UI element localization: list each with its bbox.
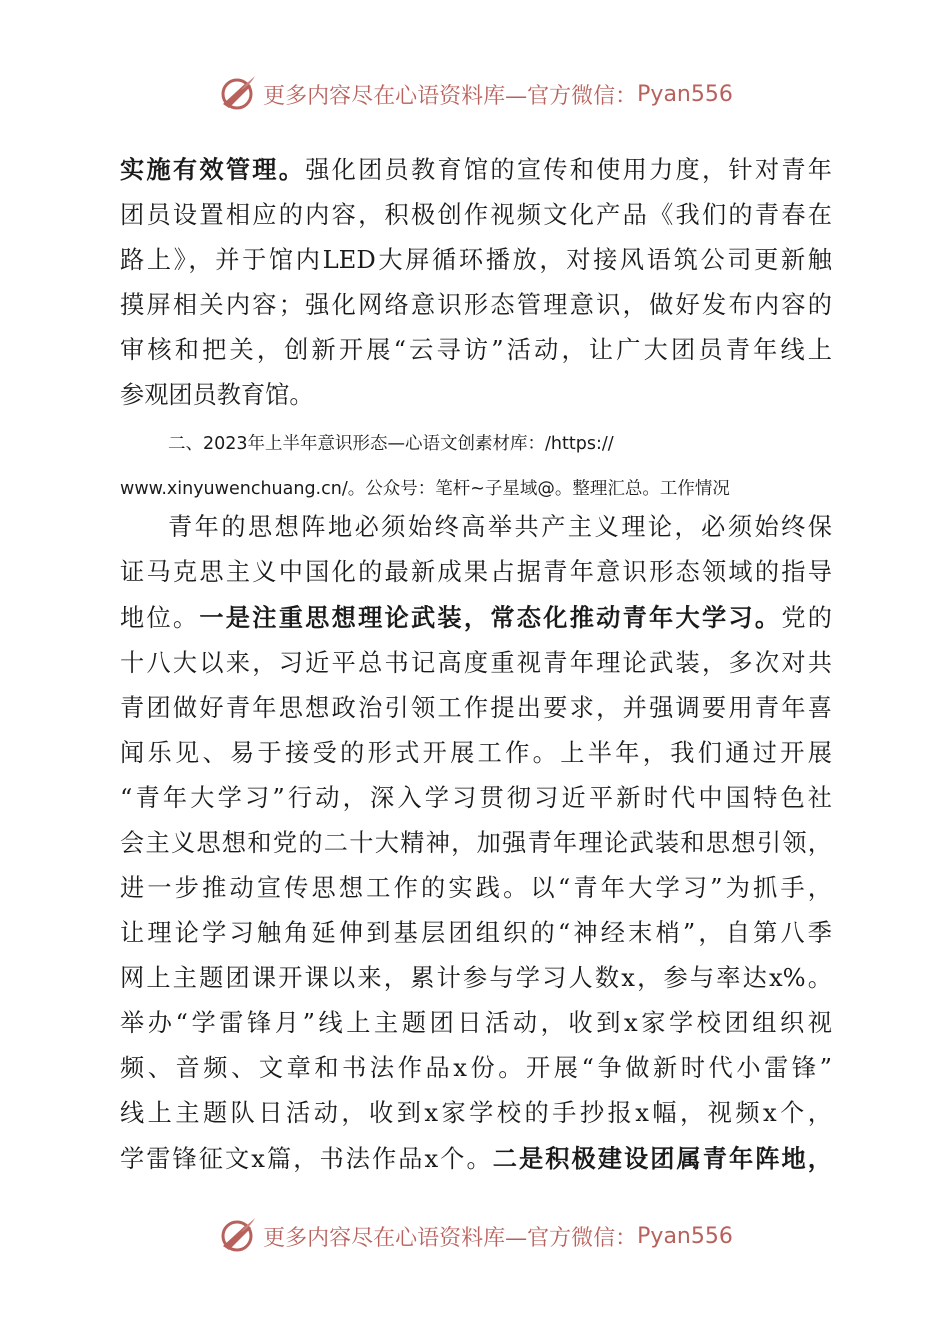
banner-wechat-id: Pyan556 xyxy=(637,1223,733,1249)
para1-line3: 路上》，并于馆内LED大屏循环播放，对接风语筑公司更新触 xyxy=(120,246,832,274)
paragraph-1 xyxy=(120,147,832,418)
footer-watermark-banner xyxy=(0,1212,950,1260)
paragraph-2 xyxy=(120,505,832,1182)
para2-line9: 进一步推动宣传思想工作的实践。以“青年大学习”为抓手， xyxy=(120,874,832,902)
para2-line13: 频、音频、文章和书法作品x份。开展“争做新时代小雷锋” xyxy=(120,1054,832,1082)
para2-line6: 闻乐见、易于接受的形式开展工作。上半年，我们通过开展 xyxy=(120,739,832,767)
para2-line12: 举办“学雷锋月”线上主题团日活动，收到x家学校团组织视 xyxy=(120,1009,832,1037)
para2-line15-a: 学雷锋征文x篇，书法作品x个。 xyxy=(120,1145,493,1173)
para2-line2: 证马克思主义中国化的最新成果占据青年意识形态领域的指导 xyxy=(120,558,832,586)
banner-text: 更多内容尽在心语资料库—官方微信： xyxy=(263,83,638,109)
para1-line2: 团员设置相应的内容，积极创作视频文化产品《我们的青春在 xyxy=(120,201,832,229)
para1-bold-lead: 实施有效管理。 xyxy=(120,155,306,184)
para1-line6: 参观团员教育馆。 xyxy=(120,381,314,409)
section-heading-line1: 二、2023年上半年意识形态—心语文创素材库：/https:// xyxy=(168,434,614,454)
para2-line3-a: 地位。 xyxy=(120,604,200,632)
para1-line1 xyxy=(120,147,832,193)
para1-line5: 审核和把关，创新开展“云寻访”活动，让广大团员青年线上 xyxy=(120,336,832,364)
para2-line3 xyxy=(120,595,832,641)
para2-line15 xyxy=(120,1136,832,1182)
para1-line1-text: 强化团员教育馆的宣传和使用力度，针对青年 xyxy=(305,156,832,184)
para2-line4: 十八大以来，习近平总书记高度重视青年理论武装，多次对共 xyxy=(120,649,832,677)
para2-line1: 青年的思想阵地必须始终高举共产主义理论，必须始终保 xyxy=(168,513,832,541)
para2-line10: 让理论学习触角延伸到基层团组织的“神经末梢”，自第八季 xyxy=(120,919,832,947)
para2-line5: 青团做好青年思想政治引领工作提出要求，并强调要用青年喜 xyxy=(120,694,832,722)
banner-wechat-id: Pyan556 xyxy=(637,81,733,107)
para2-line8: 会主义思想和党的二十大精神，加强青年理论武装和思想引领， xyxy=(120,829,832,857)
quill-logo-icon xyxy=(217,1216,257,1256)
banner-text: 更多内容尽在心语资料库—官方微信： xyxy=(263,1225,638,1251)
para2-bold-point-2: 二是积极建设团属青年阵地， xyxy=(492,1144,832,1173)
para1-line4: 摸屏相关内容；强化网络意识形态管理意识，做好发布内容的 xyxy=(120,291,832,319)
para2-line11: 网上主题团课开课以来，累计参与学习人数x，参与率达x%。 xyxy=(120,964,832,992)
para2-line3-b: 党的 xyxy=(781,604,832,632)
section-heading-line2: www.xinyuwenchuang.cn/。公众号：笔杆~子星域@。整理汇总。工作情况 xyxy=(120,479,730,499)
para2-bold-point-1: 一是注重思想理论武装，常态化推动青年大学习。 xyxy=(199,603,782,632)
quill-logo-icon xyxy=(217,74,257,114)
para2-line14: 线上主题队日活动，收到x家学校的手抄报x幅，视频x个， xyxy=(120,1099,832,1127)
header-watermark-banner xyxy=(0,70,950,118)
para2-line7: “青年大学习”行动，深入学习贯彻习近平新时代中国特色社 xyxy=(120,784,832,812)
